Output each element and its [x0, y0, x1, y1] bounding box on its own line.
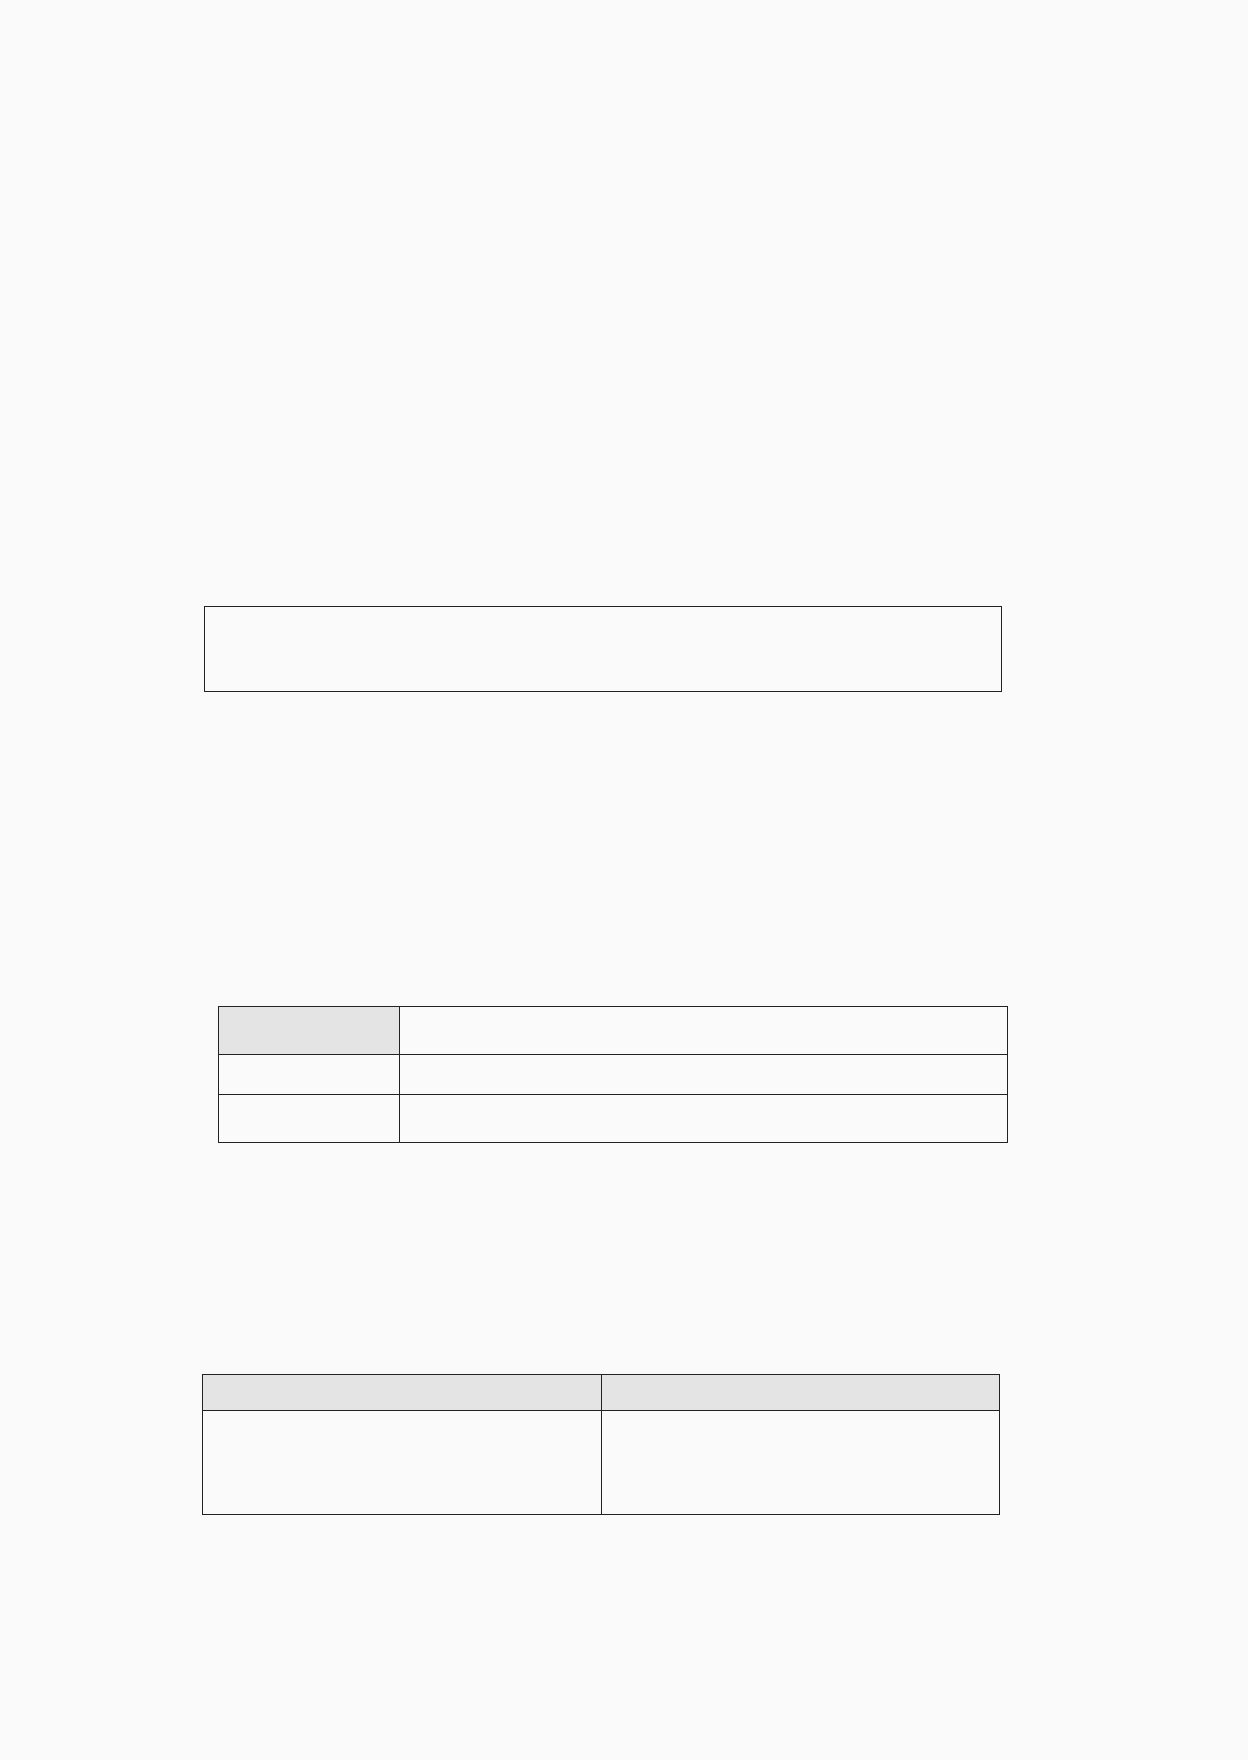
note-box [204, 606, 1002, 692]
row-content [400, 1095, 1008, 1143]
table-row [219, 1055, 1008, 1095]
row-category [219, 1055, 400, 1095]
row-content [400, 1055, 1008, 1095]
support-table [202, 1374, 1000, 1515]
support-header-training [602, 1375, 1000, 1411]
support-training-content [602, 1411, 1000, 1515]
double-benefit-table [218, 1006, 1008, 1143]
row-category [219, 1095, 400, 1143]
table-header-range [219, 1007, 400, 1055]
table-header-content [400, 1007, 1008, 1055]
support-header-scholarship [203, 1375, 602, 1411]
table-row [219, 1095, 1008, 1143]
support-scholarship-content [203, 1411, 602, 1515]
